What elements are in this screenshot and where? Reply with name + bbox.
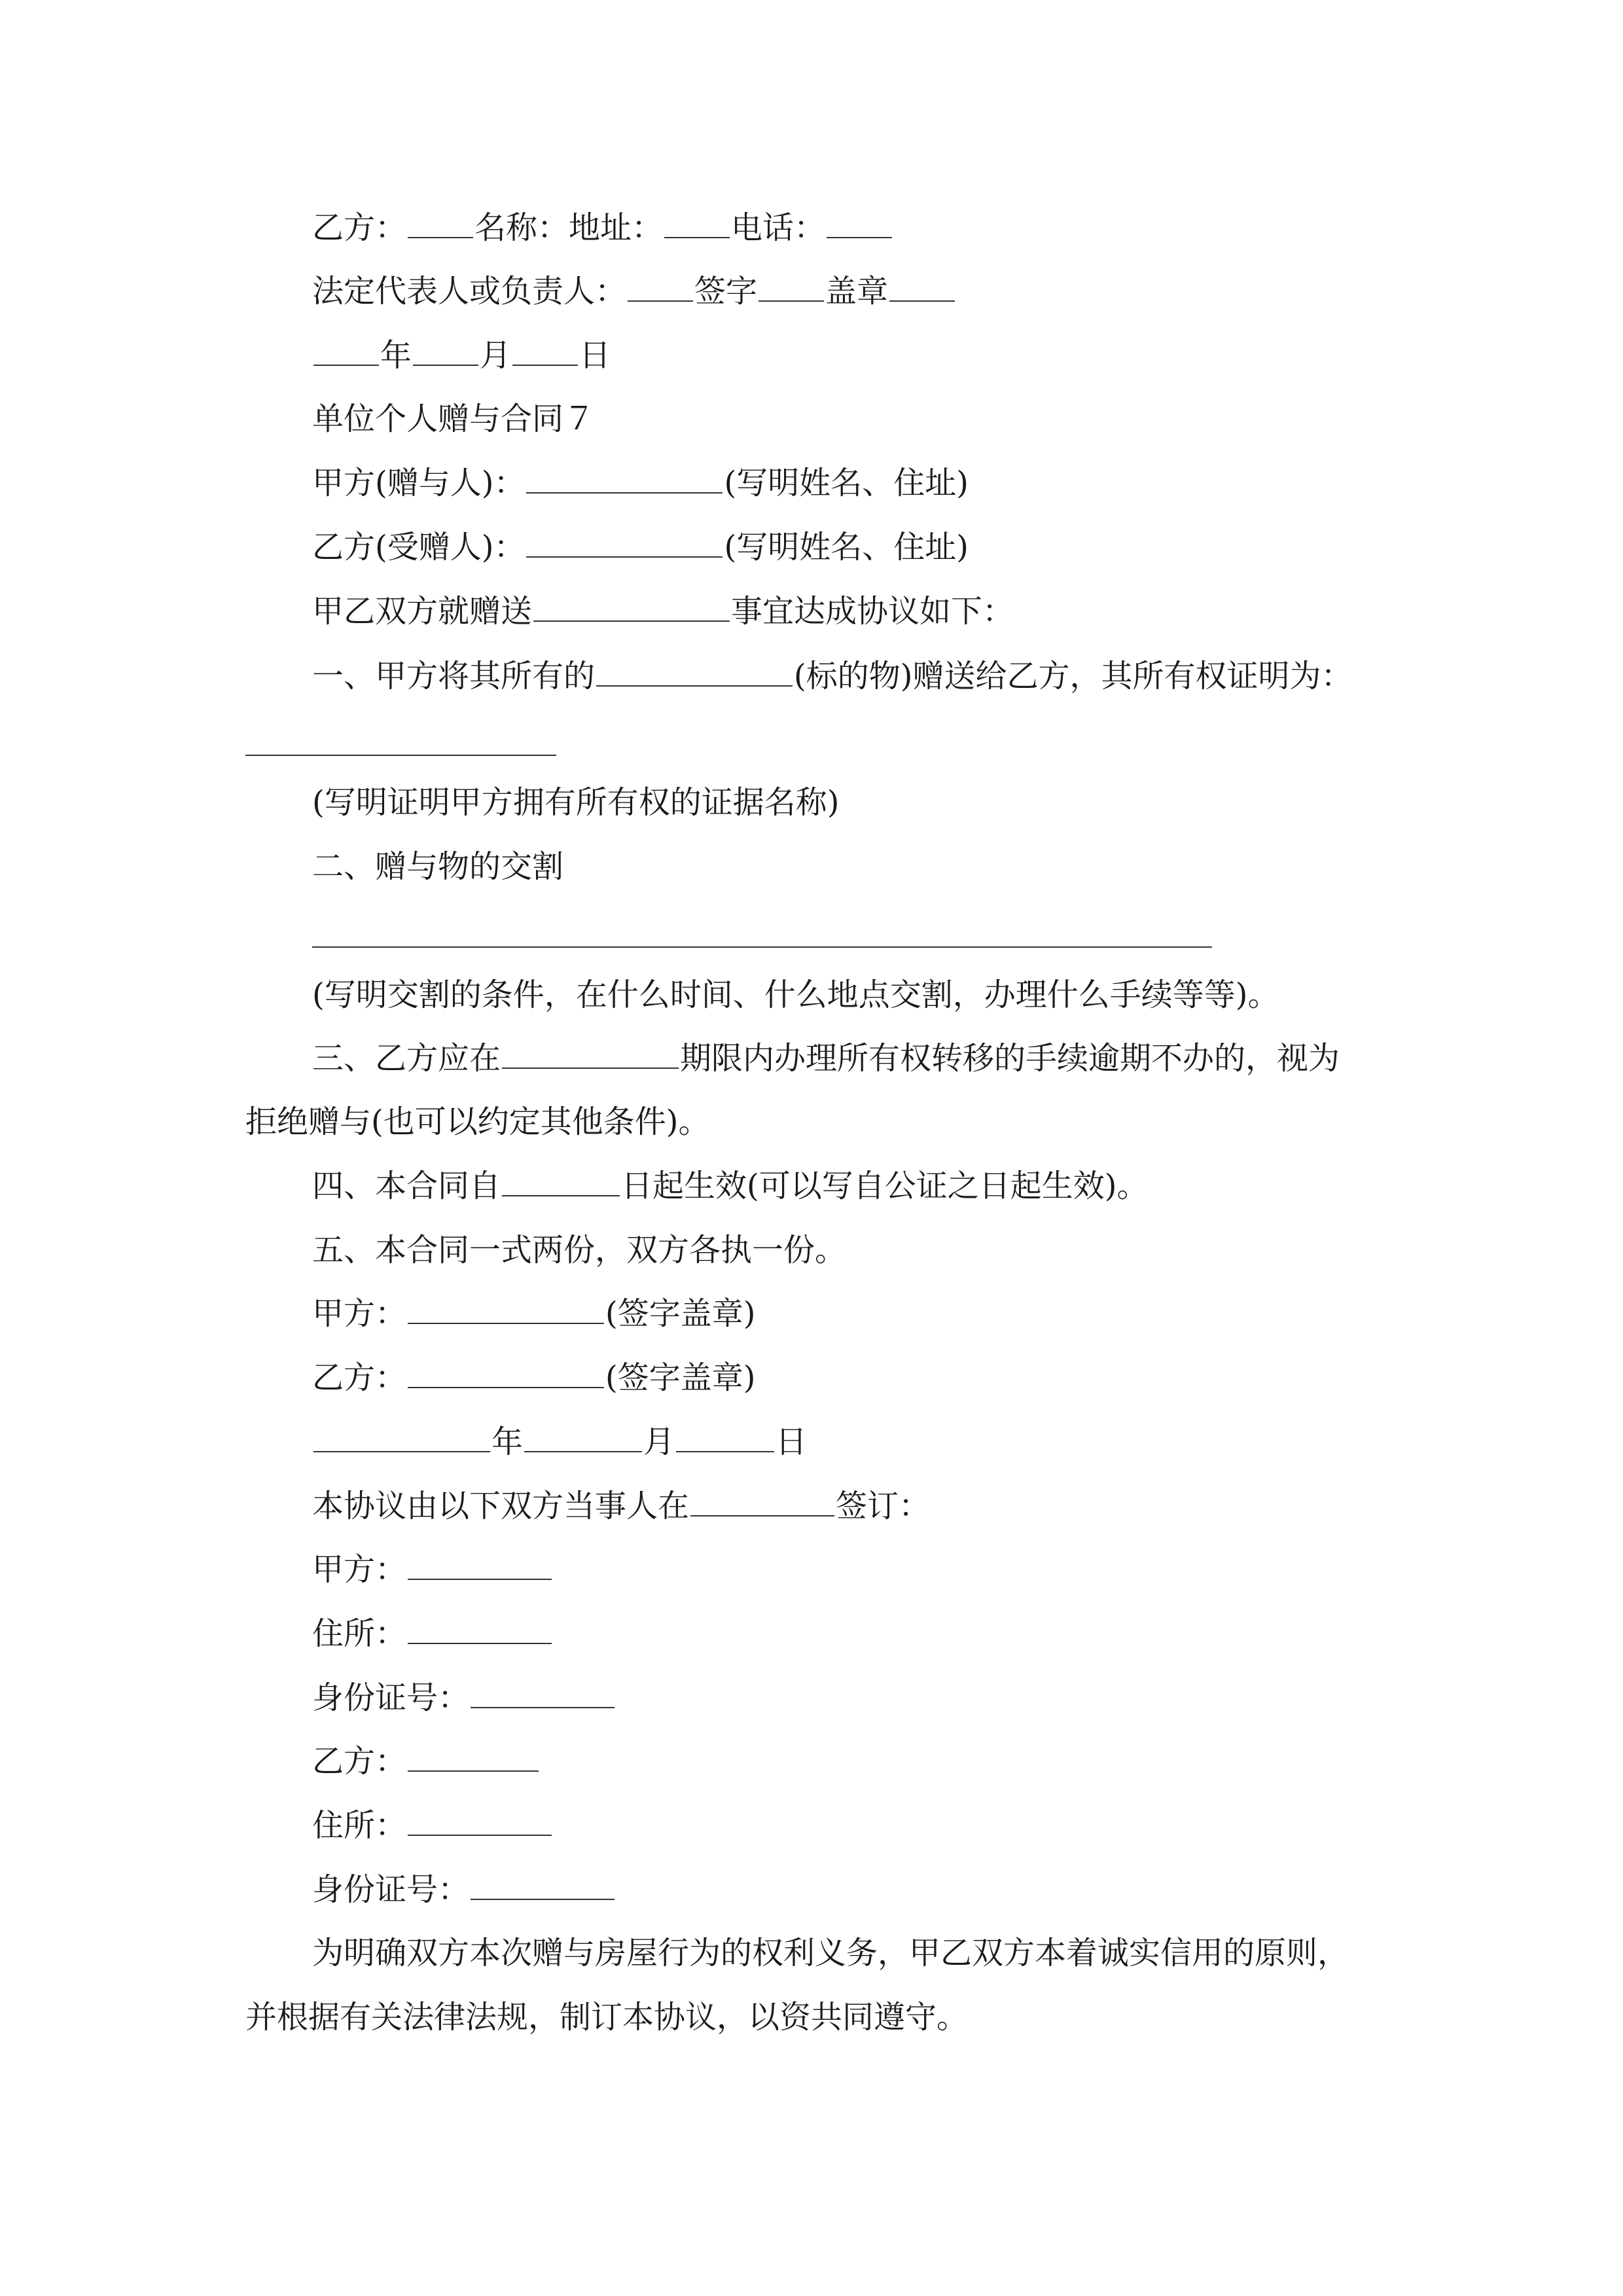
party-b-address-line [312, 1806, 553, 1845]
blank [408, 1550, 552, 1580]
blank [408, 1742, 539, 1772]
blank [408, 1294, 604, 1324]
label: 甲方(赠与人)： [312, 465, 526, 501]
party-a-address-line [312, 1614, 553, 1653]
blank [512, 336, 578, 366]
label: 月 [480, 337, 512, 374]
agreement-intro-line [312, 592, 1014, 631]
label: 一、甲方将其所有的 [312, 658, 596, 694]
label: 日起生效(可以写自公证之日起生效)。 [621, 1168, 1149, 1204]
label: (写明姓名、住址) [724, 529, 969, 565]
clause-4-line [312, 1166, 1148, 1206]
label: 乙方： [312, 1743, 407, 1780]
date-line [312, 336, 611, 375]
blank [471, 1870, 615, 1900]
label: 甲方： [312, 1551, 407, 1588]
label: 年 [380, 337, 412, 374]
label: 住所： [312, 1615, 407, 1652]
party-b-info-line [312, 208, 893, 247]
ownership-proof-blank [245, 755, 556, 756]
label: (标的物)赠送给乙方，其所有权证明为： [794, 658, 1353, 694]
blank [889, 272, 955, 302]
blank [526, 463, 722, 493]
blank [664, 208, 730, 238]
label: 本协议由以下双方当事人在 [312, 1488, 690, 1524]
blank [408, 1806, 552, 1836]
blank [533, 592, 730, 622]
label: 四、本合同自 [312, 1168, 501, 1204]
party-a-signature-line [312, 1294, 755, 1333]
clause-2-note: (写明交割的条件，在什么时间、什么地点交割，办理什么手续等等)。 [312, 977, 1279, 1013]
label: 月 [643, 1424, 675, 1460]
blank [502, 1039, 679, 1069]
label: 住所： [312, 1807, 407, 1844]
signing-place-line [312, 1486, 930, 1526]
blank [313, 1422, 490, 1452]
label: (签字盖章) [605, 1295, 756, 1332]
label: 日 [776, 1424, 808, 1460]
signing-date-line [312, 1422, 807, 1462]
label: 甲方： [312, 1295, 407, 1332]
label: 签字 [694, 273, 758, 310]
blank [758, 272, 824, 302]
label: (写明姓名、住址) [724, 465, 969, 501]
clause-1-note: (写明证明甲方拥有所有权的证据名称) [312, 784, 840, 821]
label: 乙方： [312, 209, 407, 246]
label: 年 [491, 1424, 524, 1460]
blank [408, 208, 473, 238]
label: 名称：地址： [474, 209, 664, 246]
label: 法定代表人或负责人： [312, 273, 627, 310]
blank [524, 1422, 642, 1452]
party-a-name-line [312, 1550, 553, 1589]
blank [408, 1358, 604, 1388]
representative-line [312, 272, 956, 311]
clause-3-line [312, 1039, 1340, 1078]
blank [471, 1678, 615, 1708]
blank [827, 208, 892, 238]
blank [313, 336, 379, 366]
label: 电话： [731, 209, 826, 246]
blank [502, 1166, 620, 1196]
party-b-name-line [312, 1742, 540, 1781]
label: 签订： [836, 1488, 931, 1524]
label: 盖章 [825, 273, 889, 310]
blank [690, 1486, 834, 1516]
purpose-paragraph-line-2: 并根据有关法律法规，制订本协议，以资共同遵守。 [245, 1999, 969, 2036]
party-a-donor-line [312, 463, 969, 503]
blank [413, 336, 478, 366]
label: 身份证号： [312, 1679, 470, 1716]
label: 日 [579, 337, 611, 374]
party-b-signature-line [312, 1358, 755, 1397]
label: 三、乙方应在 [312, 1040, 501, 1077]
blank [526, 528, 722, 558]
label: 事宜达成协议如下： [731, 593, 1014, 630]
blank [596, 656, 793, 687]
label: (签字盖章) [605, 1359, 756, 1396]
party-b-id-line [312, 1870, 616, 1909]
blank [628, 272, 693, 302]
delivery-blank [312, 946, 1212, 948]
label: 期限内办理所有权转移的手续逾期不办的，视为 [680, 1040, 1340, 1077]
blank [676, 1422, 774, 1452]
label: 乙方(受赠人)： [312, 529, 526, 565]
clause-5-line: 五、本合同一式两份，双方各执一份。 [312, 1232, 847, 1268]
clause-3-continuation: 拒绝赠与(也可以约定其他条件)。 [245, 1103, 710, 1140]
blank [408, 1614, 552, 1644]
label: 乙方： [312, 1359, 407, 1396]
purpose-paragraph-line-1: 为明确双方本次赠与房屋行为的权利义务，甲乙双方本着诚实信用的原则， [312, 1935, 1349, 1971]
party-b-donee-line [312, 528, 969, 567]
label: 身份证号： [312, 1871, 470, 1908]
label: 甲乙双方就赠送 [312, 593, 533, 630]
clause-2-heading: 二、赠与物的交割 [312, 848, 564, 885]
party-a-id-line [312, 1678, 616, 1717]
contract-title: 单位个人赠与合同７ [312, 401, 596, 437]
clause-1-line [312, 656, 1352, 696]
